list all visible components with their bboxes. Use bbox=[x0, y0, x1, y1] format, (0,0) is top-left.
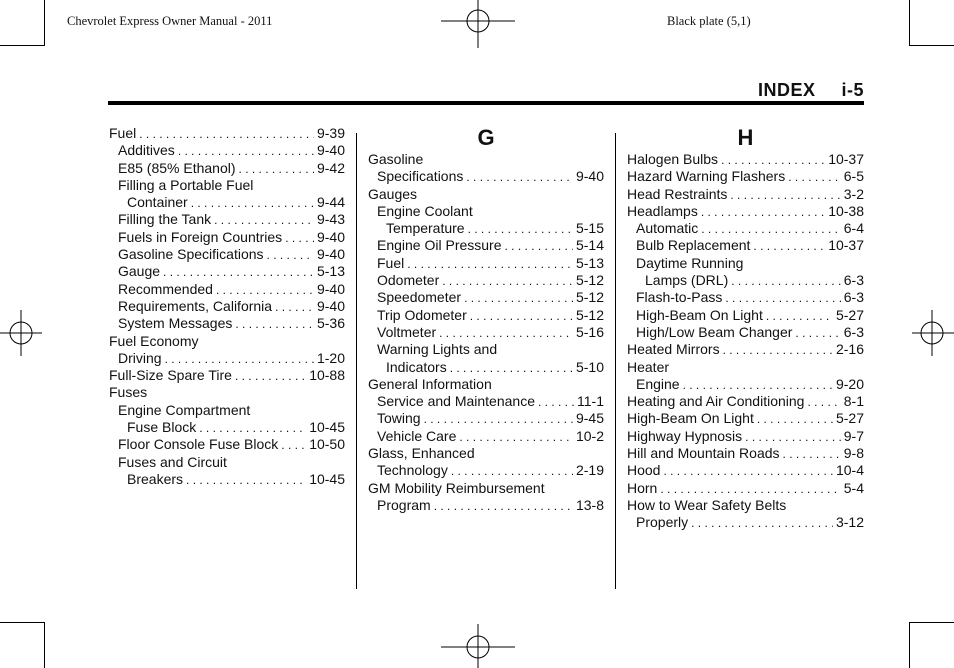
index-entry bbox=[109, 315, 345, 332]
entry-text: Filling the Tank bbox=[118, 211, 212, 228]
entry-text: System Messages bbox=[118, 315, 233, 332]
entry-page-number: 5-12 bbox=[575, 306, 604, 323]
index-entry bbox=[109, 350, 345, 367]
leader-dots bbox=[424, 411, 573, 428]
leader-dots bbox=[178, 143, 314, 160]
section-letter: H bbox=[737, 125, 754, 150]
leader-dots bbox=[275, 299, 314, 316]
leader-dots bbox=[451, 463, 573, 480]
entry-text: Hood bbox=[627, 462, 661, 479]
entry-text: Engine Coolant bbox=[377, 202, 473, 219]
leader-dots bbox=[434, 498, 573, 515]
entry-page-number: 5-16 bbox=[575, 323, 604, 340]
index-entry bbox=[368, 445, 604, 462]
entry-text: Gasoline Specifications bbox=[118, 246, 264, 263]
entry-page-number: 10-2 bbox=[575, 427, 604, 444]
index-entry bbox=[368, 376, 604, 393]
index-entry bbox=[109, 384, 345, 401]
index-entry bbox=[109, 298, 345, 315]
entry-page-number: 2-16 bbox=[835, 341, 864, 358]
entry-page-number: 9-43 bbox=[316, 211, 345, 228]
entry-text: Engine Compartment bbox=[118, 401, 251, 418]
entry-text: Floor Console Fuse Block bbox=[118, 436, 279, 453]
entry-text: Automatic bbox=[636, 220, 699, 237]
header-plate-label: Black plate (5,1) bbox=[667, 14, 751, 28]
entry-text: High-Beam On Light bbox=[627, 410, 754, 427]
index-entry bbox=[627, 237, 864, 254]
entry-text: Filling a Portable Fuel bbox=[118, 176, 254, 193]
leader-dots bbox=[731, 273, 841, 290]
entry-text: Driving bbox=[118, 349, 162, 366]
entry-page-number: 10-4 bbox=[835, 462, 864, 479]
leader-dots bbox=[538, 394, 574, 411]
entry-text: Vehicle Care bbox=[377, 427, 457, 444]
leader-dots bbox=[191, 195, 314, 212]
section-letter: G bbox=[477, 125, 495, 150]
index-entry bbox=[627, 186, 864, 203]
entry-page-number: 6-3 bbox=[843, 289, 864, 306]
entry-page-number: 11-1 bbox=[577, 393, 604, 410]
index-entry bbox=[627, 289, 864, 306]
leader-dots bbox=[186, 472, 306, 489]
index-entry bbox=[368, 151, 604, 168]
index-entry bbox=[627, 359, 864, 376]
entry-page-number: 6-4 bbox=[843, 220, 864, 237]
index-entry bbox=[627, 324, 864, 341]
entry-text: Full-Size Spare Tire bbox=[109, 367, 232, 384]
index-entry bbox=[109, 263, 345, 280]
entry-text: Fuel bbox=[109, 125, 137, 141]
entry-text: Trip Odometer bbox=[377, 306, 467, 323]
index-entry bbox=[368, 186, 604, 203]
leader-dots bbox=[165, 351, 314, 368]
index-entry bbox=[368, 237, 604, 254]
index-entry bbox=[627, 410, 864, 427]
entry-text: How to Wear Safety Belts bbox=[627, 496, 787, 513]
leader-dots bbox=[766, 308, 833, 325]
leader-dots bbox=[753, 238, 825, 255]
entry-text: Fuel Economy bbox=[109, 332, 199, 349]
entry-text: Program bbox=[377, 496, 431, 513]
entry-page-number: 10-45 bbox=[309, 470, 345, 487]
leader-dots bbox=[163, 264, 314, 281]
entry-text: Heater bbox=[627, 358, 670, 375]
leader-dots bbox=[663, 463, 833, 480]
leader-dots bbox=[788, 169, 841, 186]
index-entry bbox=[109, 125, 345, 142]
leader-dots bbox=[470, 308, 573, 325]
leader-dots bbox=[216, 282, 314, 299]
index-entry bbox=[368, 497, 604, 514]
leader-dots bbox=[723, 342, 833, 359]
index-entry bbox=[368, 272, 604, 289]
entry-text: Warning Lights and bbox=[377, 341, 498, 358]
leader-dots bbox=[721, 152, 825, 169]
entry-page-number: 10-45 bbox=[309, 419, 345, 436]
entry-page-number: 5-27 bbox=[835, 410, 864, 427]
entry-text: Recommended bbox=[118, 280, 213, 297]
entry-page-number: 9-40 bbox=[316, 142, 345, 159]
entry-text: Fuses bbox=[109, 384, 148, 401]
index-entry bbox=[109, 246, 345, 263]
entry-page-number: 9-40 bbox=[575, 168, 604, 185]
leader-dots bbox=[235, 368, 306, 385]
index-entry bbox=[368, 410, 604, 427]
leader-dots bbox=[407, 256, 573, 273]
index-entry bbox=[368, 255, 604, 272]
entry-text: Gauge bbox=[118, 263, 161, 280]
entry-page-number: 9-42 bbox=[316, 159, 345, 176]
registration-target-icon bbox=[441, 622, 515, 668]
entry-page-number: 10-88 bbox=[309, 367, 345, 384]
entry-page-number: 9-45 bbox=[575, 410, 604, 427]
entry-page-number: 3-12 bbox=[835, 514, 864, 531]
entry-text: Service and Maintenance bbox=[377, 393, 535, 410]
index-entry bbox=[627, 341, 864, 358]
leader-dots bbox=[214, 212, 314, 229]
leader-dots bbox=[691, 515, 833, 532]
leader-dots bbox=[267, 247, 314, 264]
index-column-1 bbox=[109, 125, 345, 488]
entry-text: Bulb Replacement bbox=[636, 237, 751, 254]
entry-page-number: 6-3 bbox=[843, 323, 864, 340]
index-entry bbox=[368, 462, 604, 479]
leader-dots bbox=[730, 187, 840, 204]
registration-target-icon bbox=[912, 310, 954, 356]
entry-text: Heated Mirrors bbox=[627, 341, 720, 358]
leader-dots bbox=[807, 394, 840, 411]
entry-text: Gauges bbox=[368, 185, 418, 202]
index-entry bbox=[627, 272, 864, 289]
entry-page-number: 10-38 bbox=[828, 202, 864, 219]
entry-page-number: 3-2 bbox=[843, 185, 864, 202]
entry-page-number: 10-37 bbox=[828, 237, 864, 254]
leader-dots bbox=[757, 411, 833, 428]
registration-target-icon bbox=[0, 310, 42, 356]
index-column-2 bbox=[368, 124, 604, 514]
leader-dots bbox=[450, 360, 573, 377]
index-label: INDEX bbox=[757, 80, 816, 100]
entry-text: GM Mobility Reimbursement bbox=[368, 479, 545, 496]
index-entry bbox=[368, 220, 604, 237]
leader-dots bbox=[235, 316, 314, 333]
entry-page-number: 6-5 bbox=[843, 168, 864, 185]
leader-dots bbox=[281, 437, 306, 454]
column-divider bbox=[615, 133, 616, 589]
index-entry bbox=[109, 281, 345, 298]
entry-text: Indicators bbox=[386, 358, 447, 375]
index-entry bbox=[109, 211, 345, 228]
entry-text: Head Restraints bbox=[627, 185, 728, 202]
entry-text: Additives bbox=[118, 142, 175, 159]
leader-dots bbox=[442, 273, 573, 290]
entry-text: Halogen Bulbs bbox=[627, 151, 719, 167]
index-entry bbox=[109, 194, 345, 211]
entry-page-number: 5-10 bbox=[575, 358, 604, 375]
entry-page-number: 5-13 bbox=[575, 254, 604, 271]
index-entry bbox=[627, 462, 864, 479]
index-entry bbox=[627, 445, 864, 462]
entry-text: Engine Oil Pressure bbox=[377, 237, 502, 254]
entry-page-number: 5-4 bbox=[843, 479, 864, 496]
leader-dots bbox=[468, 221, 573, 238]
header-manual-title: Chevrolet Express Owner Manual - 2011 bbox=[67, 14, 273, 28]
entry-text: Headlamps bbox=[627, 202, 698, 219]
entry-page-number: 9-40 bbox=[316, 228, 345, 245]
index-entry bbox=[109, 436, 345, 453]
entry-page-number: 9-20 bbox=[835, 375, 864, 392]
entry-page-number: 5-13 bbox=[316, 263, 345, 280]
entry-text: Technology bbox=[377, 462, 448, 479]
entry-page-number: 13-8 bbox=[575, 496, 604, 513]
leader-dots bbox=[660, 481, 840, 498]
entry-page-number: 5-14 bbox=[575, 237, 604, 254]
entry-page-number: 10-37 bbox=[828, 151, 864, 167]
entry-text: Glass, Enhanced bbox=[368, 445, 475, 462]
index-entry bbox=[109, 160, 345, 177]
entry-page-number: 5-36 bbox=[316, 315, 345, 332]
index-entry bbox=[109, 142, 345, 159]
leader-dots bbox=[783, 446, 841, 463]
leader-dots bbox=[459, 429, 573, 446]
entry-page-number: 9-40 bbox=[316, 297, 345, 314]
leader-dots bbox=[139, 126, 314, 143]
registration-target-icon bbox=[441, 0, 515, 50]
leader-dots bbox=[745, 429, 841, 446]
entry-text: Fuels in Foreign Countries bbox=[118, 228, 283, 245]
entry-text: Fuses and Circuit bbox=[118, 453, 227, 470]
index-entry bbox=[627, 480, 864, 497]
entry-text: Voltmeter bbox=[377, 323, 437, 340]
leader-dots bbox=[239, 161, 314, 178]
entry-page-number: 6-3 bbox=[843, 272, 864, 289]
entry-page-number: 9-7 bbox=[843, 427, 864, 444]
entry-text: Odometer bbox=[377, 272, 440, 289]
leader-dots bbox=[199, 420, 306, 437]
index-entry bbox=[627, 376, 864, 393]
entry-page-number: 9-40 bbox=[316, 246, 345, 263]
entry-text: Gasoline bbox=[368, 151, 424, 167]
entry-text: Properly bbox=[636, 514, 689, 531]
index-entry bbox=[627, 168, 864, 185]
index-entry bbox=[109, 454, 345, 471]
entry-page-number: 8-1 bbox=[843, 393, 864, 410]
entry-text: E85 (85% Ethanol) bbox=[118, 159, 236, 176]
index-entry bbox=[368, 203, 604, 220]
leader-dots bbox=[505, 238, 573, 255]
index-entry bbox=[627, 428, 864, 445]
entry-page-number: 5-27 bbox=[835, 306, 864, 323]
entry-text: Temperature bbox=[386, 220, 465, 237]
index-entry bbox=[109, 229, 345, 246]
index-entry bbox=[627, 220, 864, 237]
leader-dots bbox=[464, 290, 573, 307]
entry-text: Container bbox=[127, 194, 188, 211]
leader-dots bbox=[439, 325, 573, 342]
index-entry bbox=[368, 168, 604, 185]
entry-text: General Information bbox=[368, 375, 492, 392]
index-entry bbox=[109, 367, 345, 384]
page-number: i-5 bbox=[841, 80, 864, 100]
index-entry bbox=[627, 307, 864, 324]
entry-page-number: 10-50 bbox=[309, 436, 345, 453]
entry-text: Speedometer bbox=[377, 289, 462, 306]
index-entry bbox=[627, 393, 864, 410]
leader-dots bbox=[701, 221, 841, 238]
entry-text: Highway Hypnosis bbox=[627, 427, 743, 444]
index-entry bbox=[627, 514, 864, 531]
index-entry bbox=[627, 255, 864, 272]
entry-page-number: 1-20 bbox=[316, 349, 345, 366]
leader-dots bbox=[701, 204, 825, 221]
leader-dots bbox=[795, 325, 840, 342]
entry-page-number: 5-12 bbox=[575, 272, 604, 289]
index-entry bbox=[109, 471, 345, 488]
entry-page-number: 5-12 bbox=[575, 289, 604, 306]
index-entry bbox=[368, 341, 604, 358]
entry-page-number: 5-15 bbox=[575, 220, 604, 237]
entry-text: High/Low Beam Changer bbox=[636, 323, 793, 340]
index-entry bbox=[627, 497, 864, 514]
entry-text: Flash-to-Pass bbox=[636, 289, 723, 306]
entry-text: Hill and Mountain Roads bbox=[627, 445, 780, 462]
page-title bbox=[758, 80, 864, 101]
index-entry bbox=[109, 333, 345, 350]
index-entry bbox=[368, 480, 604, 497]
index-entry bbox=[109, 402, 345, 419]
entry-text: Horn bbox=[627, 479, 658, 496]
entry-text: High-Beam On Light bbox=[636, 306, 763, 323]
entry-text: Requirements, California bbox=[118, 297, 273, 314]
title-rule bbox=[108, 101, 864, 105]
entry-text: Specifications bbox=[377, 168, 464, 185]
entry-text: Lamps (DRL) bbox=[645, 272, 729, 289]
column-divider bbox=[356, 133, 357, 589]
leader-dots bbox=[466, 169, 573, 186]
index-entry bbox=[368, 324, 604, 341]
leader-dots bbox=[285, 230, 314, 247]
entry-page-number: 2-19 bbox=[575, 462, 604, 479]
entry-text: Engine bbox=[636, 375, 680, 392]
entry-page-number: 9-40 bbox=[316, 280, 345, 297]
entry-page-number: 9-39 bbox=[316, 125, 345, 141]
index-column-3 bbox=[627, 124, 864, 532]
entry-text: Daytime Running bbox=[636, 254, 744, 271]
entry-text: Fuse Block bbox=[127, 419, 197, 436]
index-entry bbox=[109, 419, 345, 436]
leader-dots bbox=[683, 377, 833, 394]
entry-text: Hazard Warning Flashers bbox=[627, 168, 786, 185]
index-entry bbox=[368, 289, 604, 306]
index-entry bbox=[368, 393, 604, 410]
index-entry bbox=[368, 428, 604, 445]
index-entry bbox=[109, 177, 345, 194]
index-entry bbox=[627, 203, 864, 220]
index-entry bbox=[368, 307, 604, 324]
leader-dots bbox=[725, 290, 840, 307]
entry-text: Fuel bbox=[377, 254, 405, 271]
entry-text: Heating and Air Conditioning bbox=[627, 393, 805, 410]
entry-text: Breakers bbox=[127, 470, 184, 487]
index-entry bbox=[627, 151, 864, 168]
index-entry bbox=[368, 359, 604, 376]
entry-page-number: 9-8 bbox=[843, 445, 864, 462]
entry-page-number: 9-44 bbox=[316, 194, 345, 211]
entry-text: Towing bbox=[377, 410, 421, 427]
